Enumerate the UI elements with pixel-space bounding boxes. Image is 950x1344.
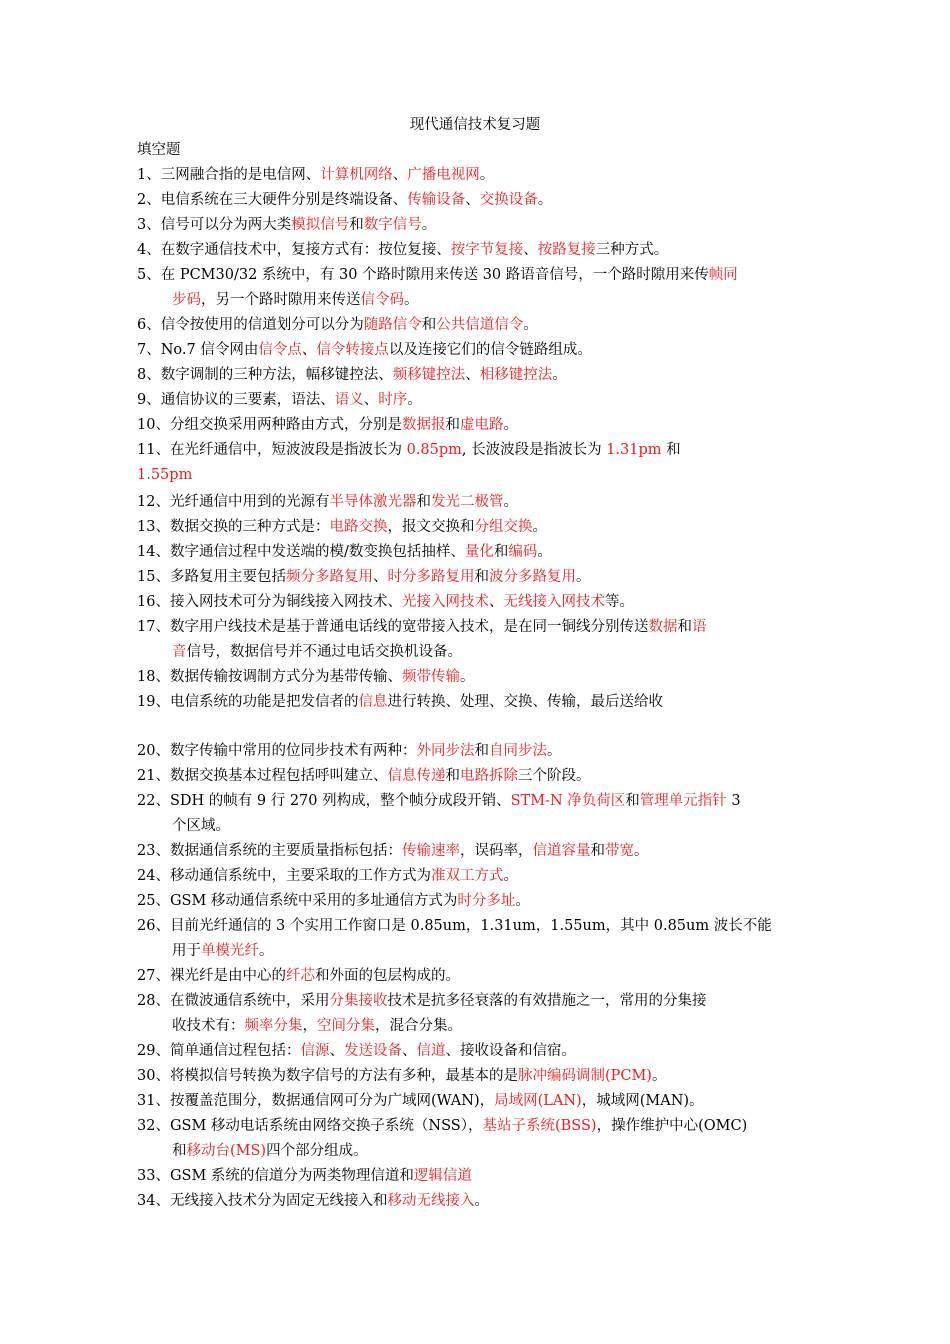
question-line [137,766,817,786]
question-text: 31、按覆盖范围分，数据通信网可分为广域网(WAN)， [137,1093,495,1109]
question-text: 7、No.7 信令网由 [137,342,259,358]
answer-text: 单模光纤 [201,943,259,959]
answer-text: 移动无线接入 [387,1193,475,1209]
answer-text: 纤芯 [285,968,315,984]
answer-text: 按字节复接 [450,242,524,258]
answer-text: 模拟信号 [291,217,350,233]
question-text: 。 [546,743,562,759]
question-text: ，操作维护中心(OMC) [596,1118,748,1134]
question-text: 和 [172,1143,187,1159]
question-text: 11、在光纤通信中，短波波段是指波长为 [137,442,407,458]
question-text: 。 [532,519,547,535]
question-line [137,866,817,886]
question-text: 33、GSM 系统的信道分为两类物理信道和 [137,1168,414,1184]
question-text: 。 [651,1068,667,1084]
question-line [137,692,817,712]
question-text: 。 [537,192,553,208]
question-line [137,190,817,210]
question-line [172,1141,817,1161]
question-text: 。 [515,893,530,909]
question-text: 10、分组交换采用两种路由方式，分别是 [137,417,402,433]
answer-text: 音 [172,644,187,660]
question-line [137,440,817,460]
question-text: 和 [349,217,364,233]
question-text: 。 [459,669,475,685]
answer-text: 逻辑信道 [413,1168,472,1184]
answer-text: 移动台(MS) [186,1143,267,1159]
question-line [137,891,817,911]
question-text: 。 [259,943,274,959]
question-line [137,265,817,285]
answer-text: 步码 [172,292,201,308]
question-line [137,340,817,360]
question-text: 、 [488,594,504,610]
question-line [137,1091,817,1111]
answer-text: 自同步法 [488,743,547,759]
answer-text: 空间分集 [317,1018,375,1034]
question-line [137,791,817,811]
question-text: 。 [503,868,518,884]
question-text: 、 [401,1043,417,1059]
question-line [137,916,817,936]
question-text: 、 [363,392,379,408]
question-text: 。 [407,392,422,408]
question-text: 和 [474,743,489,759]
question-text: 和外面的包层构成的。 [314,968,460,984]
answer-text: 分集接收 [329,993,388,1009]
question-line [137,415,817,435]
answer-text: 外同步法 [416,743,475,759]
answer-text: 发送设备 [343,1043,402,1059]
question-text: 、 [523,242,538,258]
question-text: 34、无线接入技术分为固定无线接入和 [137,1193,388,1209]
question-text: 5、在 PCM30/32 系统中，有 30 个路时隙用来传送 30 路语音信号，一个路时隙用来传 [137,267,709,283]
question-text: 以及连接它们的信令链路组成。 [388,342,592,358]
answer-text: 按路复接 [537,242,596,258]
answer-text: 随路信令 [363,317,422,333]
question-line [137,240,817,260]
question-text: 15、多路复用主要包括 [137,569,286,585]
answer-text: 语 [691,619,707,635]
question-text: 16、接入网技术可分为铜线接入网技术、 [137,594,402,610]
question-text: 技术是抗多径衰落的有效措施之一，常用的分集接 [387,993,707,1009]
answer-text: 发光二极管 [430,494,504,510]
question-text: 和 [493,544,509,560]
answer-text: 信息 [358,694,388,710]
question-text: 。 [404,292,419,308]
answer-text: 1.31pm [606,442,662,458]
question-text: 32、GSM 移动电话系统由网络交换子系统（NSS）， [137,1118,483,1134]
question-text: 28、在微波通信系统中，采用 [137,993,330,1009]
question-line [137,617,817,637]
question-text: 30、将模拟信号转换为数字信号的方法有多种，最基本的是 [137,1068,518,1084]
question-text: ，误码率， [459,843,533,859]
answer-text: 信令转接点 [316,342,389,358]
answer-text: 公共信道信令 [436,317,524,333]
answer-text: 帧同 [708,267,738,283]
question-line [137,567,817,587]
question-text: 21、数据交换基本过程包括呼叫建立、 [137,768,388,784]
question-text: 27、裸光纤是由中心的 [137,968,286,984]
question-line [137,841,817,861]
question-text: 和 [590,843,605,859]
question-text: 四个部分组成。 [266,1143,368,1159]
question-text: 、 [465,367,480,383]
question-text: 和 [445,768,460,784]
answer-text: 时分多路复用 [387,569,475,585]
answer-text: 脉冲编码调制(PCM) [517,1068,652,1084]
question-text: 等。 [604,594,634,610]
question-text: 3 [726,793,741,809]
question-line [137,1041,817,1061]
answer-text: 数据 [648,619,678,635]
answer-text: 1.55pm [137,467,193,483]
question-text: 、 [372,569,388,585]
question-line [137,315,817,335]
question-line [137,542,817,562]
question-text: 。 [479,167,495,183]
question-line [137,165,817,185]
question-text: 和 [416,494,431,510]
question-text: 19、电信系统的功能是把发信者的 [137,694,359,710]
question-line [137,966,817,986]
question-text: 4、在数字通信技术中，复接方式有：按位复接、 [137,242,451,258]
question-line [137,667,817,687]
answer-text: STM-N 净负荷区 [510,793,626,809]
question-line [137,215,817,235]
question-text: 6、信令按使用的信道划分可以分为 [137,317,364,333]
answer-text: 时序 [378,392,408,408]
question-line [172,642,817,662]
answer-text: 信源 [300,1043,330,1059]
answer-text: 信令点 [258,342,302,358]
question-text: 、 [329,1043,344,1059]
question-text: 、 [465,192,480,208]
answer-text: 0.85pm [406,442,462,458]
question-text: 和 [661,442,681,458]
question-text: 13、数据交换的三种方式是： [137,519,330,535]
question-text: 。 [523,317,538,333]
question-line [137,592,817,612]
question-text: 和 [677,619,692,635]
question-text: 3、信号可以分为两大类 [137,217,292,233]
answer-text: 时分多址 [457,893,516,909]
answer-text: 计算机网络 [320,167,393,183]
question-text: ，混合分集。 [375,1018,462,1034]
question-line [137,1166,817,1186]
question-text: 。 [421,217,437,233]
question-line [137,492,817,512]
question-text: 。 [474,1193,489,1209]
answer-text: 编码 [508,544,538,560]
question-text: 三种方式。 [595,242,669,258]
answer-text: 电路拆除 [459,768,518,784]
question-line [137,1191,817,1211]
question-text: ，城域网(MAN)。 [581,1093,704,1109]
question-line [137,741,817,761]
question-text: 。 [537,544,552,560]
question-line [172,941,817,961]
question-line [137,517,817,537]
question-text: ， [302,1018,317,1034]
question-text: 、接收设备和信宿。 [445,1043,576,1059]
question-text: , 长波波段是指波长为 [461,442,607,458]
question-text: 、 [392,167,408,183]
question-text: 17、数字用户线技术是基于普通电话线的宽带接入技术，是在同一铜线分别传送 [137,619,649,635]
answer-text: 电路交换 [329,519,388,535]
answer-text: 管理单元指针 [639,793,727,809]
answer-text: 频移键控法 [392,367,466,383]
question-text: 。 [575,569,591,585]
question-text: 23、数据通信系统的主要质量指标包括： [137,843,402,859]
question-text: ，报文交换和 [387,519,475,535]
question-text: 1、三网融合指的是电信网、 [137,167,321,183]
question-line [172,1016,817,1036]
question-text: 和 [421,317,437,333]
answer-text: 相移键控法 [479,367,553,383]
question-text: 20、数字传输中常用的位同步技术有两种： [137,743,417,759]
answer-text: 信道容量 [532,843,591,859]
answer-text: 频率分集 [244,1018,303,1034]
question-text: 用于 [172,943,201,959]
answer-text: 虚电路 [459,417,504,433]
question-line [137,465,817,485]
answer-text: 分组交换 [474,519,533,535]
answer-text: 基站子系统(BSS) [482,1118,597,1134]
answer-text: 频带传输 [401,669,460,685]
question-text: 进行转换、处理、交换、传输，最后送给收 [387,694,663,710]
question-text: 。 [633,843,649,859]
answer-text: 量化 [464,544,494,560]
question-text: ，另一个路时隙用来传送 [201,292,361,308]
question-text: 三个阶段。 [517,768,591,784]
answer-text: 语义 [334,392,364,408]
question-text: 。 [503,417,518,433]
question-text: 22、SDH 的帧有 9 行 270 列构成，整个帧分成段开销、 [137,793,511,809]
question-text: 12、光纤通信中用到的光源有 [137,494,330,510]
answer-text: 交换设备 [479,192,538,208]
answer-text: 数字信号 [363,217,422,233]
answer-text: 半导体激光器 [329,494,417,510]
answer-text: 广播电视网 [407,167,480,183]
question-text: 8、数字调制的三种方法，幅移键控法、 [137,367,393,383]
question-text: 18、数据传输按调制方式分为基带传输、 [137,669,402,685]
question-text: 29、简单通信过程包括： [137,1043,301,1059]
question-line [137,991,817,1011]
question-line [137,1116,817,1136]
question-text: 24、移动通信系统中，主要采取的工作方式为 [137,868,431,884]
question-line [137,390,817,410]
question-line [172,816,817,836]
question-text: 信号，数据信号并不通过电话交换机设备。 [186,644,462,660]
document-title: 现代通信技术复习题 [409,117,541,133]
answer-text: 局域网(LAN) [494,1093,582,1109]
question-text: 14、数字通信过程中发送端的模/数变换包括抽样、 [137,544,465,560]
answer-text: 准双工方式 [430,868,504,884]
question-text: 25、GSM 移动通信系统中采用的多址通信方式为 [137,893,458,909]
answer-text: 频分多路复用 [285,569,373,585]
question-text: 和 [625,793,640,809]
section-heading: 填空题 [137,142,181,158]
answer-text: 信息传递 [387,768,446,784]
question-text: 。 [552,367,567,383]
answer-text: 无线接入网技术 [503,594,605,610]
answer-text: 信令码 [360,292,404,308]
question-text: 。 [503,494,518,510]
question-text: 2、电信系统在三大硬件分别是终端设备、 [137,192,408,208]
answer-text: 带宽 [604,843,634,859]
answer-text: 数据报 [401,417,446,433]
question-text: 、 [301,342,317,358]
answer-text: 波分多路复用 [488,569,576,585]
question-text: 个区域。 [172,818,230,834]
question-text: 收技术有： [172,1018,245,1034]
answer-text: 信道 [416,1043,446,1059]
question-line [137,365,817,385]
answer-text: 传输设备 [407,192,466,208]
answer-text: 传输速率 [401,843,460,859]
question-text: 和 [474,569,489,585]
answer-text: 光接入网技术 [401,594,489,610]
question-text: 和 [445,417,460,433]
question-text: 26、目前光纤通信的 3 个实用工作窗口是 0.85um，1.31um，1.55um，其中 0.85um 波长不能 [137,918,772,934]
question-text: 9、通信协议的三要素，语法、 [137,392,335,408]
question-line [172,290,817,310]
question-line [137,1066,817,1086]
